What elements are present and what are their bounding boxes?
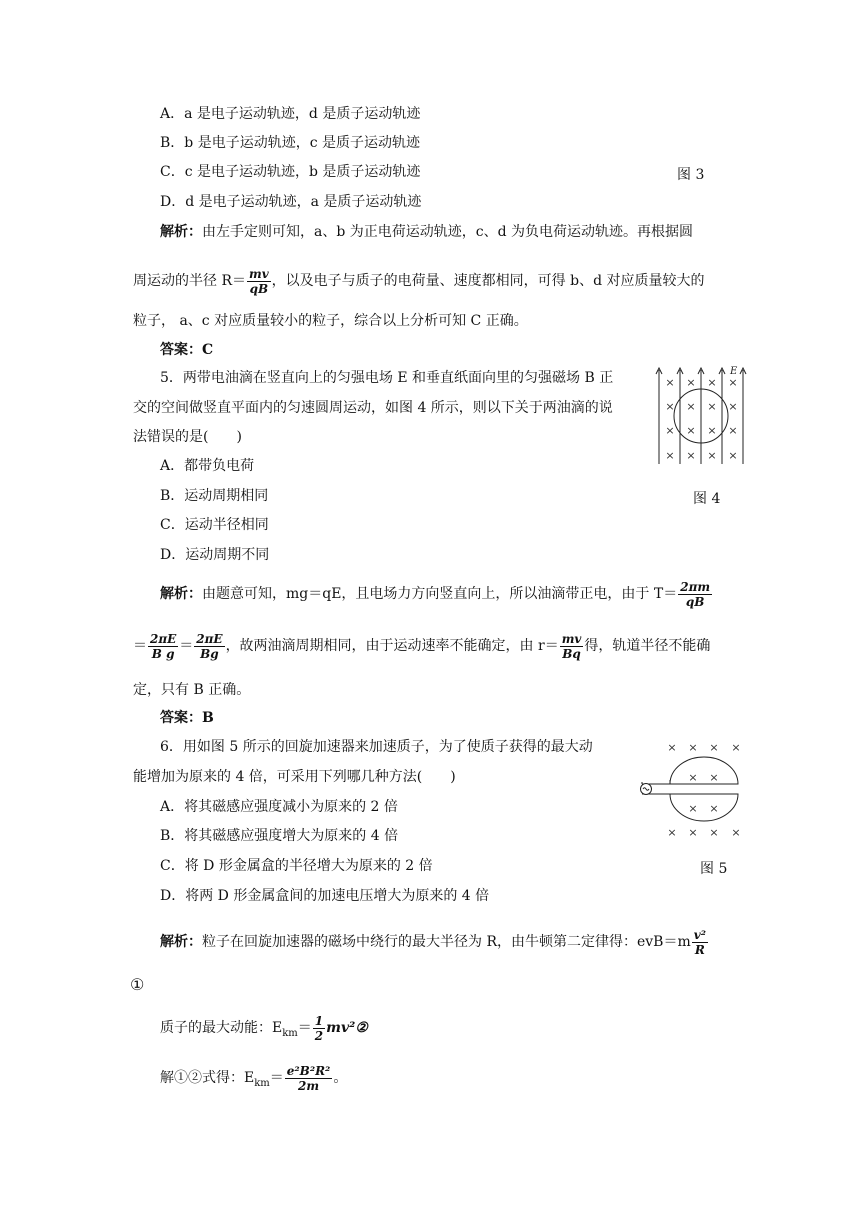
- figure-3-caption: 图 3: [677, 167, 705, 183]
- svg-text:×: ×: [665, 376, 675, 389]
- q6-explanation-line3: 解①②式得：$E_{km}=$ $\frac{\text{e²B²R²}}{2m}$ 。: [160, 1063, 348, 1093]
- svg-text:×: ×: [709, 802, 719, 815]
- q4-answer: 答案：C: [160, 342, 214, 358]
- svg-text:×: ×: [688, 802, 698, 815]
- svg-text:×: ×: [728, 424, 738, 437]
- svg-text:×: ×: [688, 826, 698, 839]
- figure-4-caption: 图 4: [693, 491, 721, 507]
- q6-option-d: D．将两 D 形金属盒间的加速电压增大为原来的 4 倍: [160, 888, 490, 904]
- svg-text:×: ×: [728, 449, 738, 462]
- q4-option-a: A．a 是电子运动轨迹，d 是质子运动轨迹: [160, 106, 421, 122]
- svg-text:×: ×: [686, 449, 696, 462]
- svg-text:×: ×: [707, 424, 717, 437]
- svg-text:×: ×: [686, 376, 696, 389]
- q5-stem-line1: 5．两带电油滴在竖直向上的匀强电场 E 和垂直纸面向里的匀强磁场 B 正: [160, 370, 614, 386]
- q5-option-a: A．都带负电荷: [160, 458, 255, 474]
- figure-4-e-label: E: [730, 366, 738, 377]
- q5-explanation-line2: ＝ $\frac{2\pi E}{\text{B g}}$ ＝ $\frac{2\pi E}{Bg}$ ，故两油滴周期相同，由于运动速率不能确定，由 r＝ $\frac{mv}{Bq}$ 得，轨道半径不能确: [133, 631, 711, 661]
- svg-text:×: ×: [709, 741, 719, 754]
- svg-text:×: ×: [728, 400, 738, 413]
- q5-explanation-line1: 解析：由题意可知，mg＝qE，且电场力方向竖直向上，所以油滴带正电，由于 T＝ $\frac{2\pi m}{qB}$: [160, 579, 711, 609]
- q4-option-d: D．d 是电子运动轨迹，a 是质子运动轨迹: [160, 194, 422, 210]
- q4-explanation-label: 解析：: [160, 224, 202, 240]
- svg-text:×: ×: [686, 424, 696, 437]
- svg-text:×: ×: [665, 449, 675, 462]
- q5-explanation-label: 解析：: [160, 586, 202, 602]
- svg-text:×: ×: [731, 826, 741, 839]
- q5-option-c: C．运动半径相同: [160, 517, 269, 533]
- q4-explanation-line3: 粒子， a、c 对应质量较小的粒子，综合以上分析可知 C 正确。: [133, 313, 528, 329]
- q4-explanation-line1: 解析：由左手定则可知，a、b 为正电荷运动轨迹，c、d 为负电荷运动轨迹。再根据圆: [160, 224, 694, 240]
- q6-stem-line2: 能增加为原来的 4 倍，可采用下列哪几种方法( ): [133, 769, 456, 785]
- q5-stem-line3: 法错误的是( ): [133, 429, 242, 445]
- q5-answer: 答案：B: [160, 710, 214, 726]
- q6-option-c: C．将 D 形金属盒的半径增大为原来的 2 倍: [160, 858, 433, 874]
- q6-equation-mark-1: ①: [130, 975, 145, 994]
- q6-explanation-label: 解析：: [160, 934, 202, 950]
- q6-explanation-line2: 质子的最大动能：$E_{km}=$ $\frac{1}{2}$ mv²②: [160, 1013, 368, 1043]
- figure-5-diagram: [636, 736, 748, 844]
- svg-text:×: ×: [688, 771, 698, 784]
- q4-explanation-line2: 周运动的半径 R＝ $\frac{mv}{qB}$ ，以及电子与质子的电荷量、速度都相同，可得 b、d 对应质量较大的: [133, 266, 705, 296]
- q5-option-b: B．运动周期相同: [160, 488, 269, 504]
- q5-period-fraction: $\frac{2\pi m}{qB}$: [680, 579, 711, 609]
- q5-option-d: D．运动周期不同: [160, 547, 270, 563]
- q4-option-b: B．b 是电子运动轨迹，c 是质子运动轨迹: [160, 135, 420, 151]
- svg-text:×: ×: [709, 826, 719, 839]
- figure-5-caption: 图 5: [700, 861, 728, 877]
- q6-option-a: A．将其磁感应强度减小为原来的 2 倍: [160, 799, 398, 815]
- svg-text:×: ×: [728, 376, 738, 389]
- q4-option-c: C．c 是电子运动轨迹，b 是质子运动轨迹: [160, 164, 421, 180]
- q5-explanation-line3: 定，只有 B 正确。: [133, 682, 251, 698]
- svg-text:×: ×: [667, 826, 677, 839]
- svg-text:×: ×: [667, 741, 677, 754]
- svg-text:×: ×: [665, 400, 675, 413]
- svg-text:×: ×: [686, 400, 696, 413]
- svg-text:×: ×: [665, 424, 675, 437]
- svg-text:×: ×: [707, 400, 717, 413]
- q4-radius-fraction: $\frac{mv}{qB}$: [249, 266, 269, 296]
- q6-option-b: B．将其磁感应强度增大为原来的 4 倍: [160, 828, 399, 844]
- q6-stem-line1: 6．用如图 5 所示的回旋加速器来加速质子，为了使质子获得的最大动: [160, 739, 593, 755]
- svg-text:×: ×: [707, 376, 717, 389]
- svg-text:×: ×: [707, 449, 717, 462]
- svg-text:×: ×: [731, 741, 741, 754]
- svg-text:×: ×: [709, 771, 719, 784]
- q6-explanation-line1: 解析：粒子在回旋加速器的磁场中绕行的最大半径为 R，由牛顿第二定律得：evB＝m $\frac{\text{v²}}{R}$: [160, 927, 706, 957]
- figure-4-diagram: [654, 364, 750, 468]
- svg-text:×: ×: [688, 741, 698, 754]
- q5-stem-line2: 交的空间做竖直平面内的匀速圆周运动，如图 4 所示，则以下关于两油滴的说: [133, 400, 613, 416]
